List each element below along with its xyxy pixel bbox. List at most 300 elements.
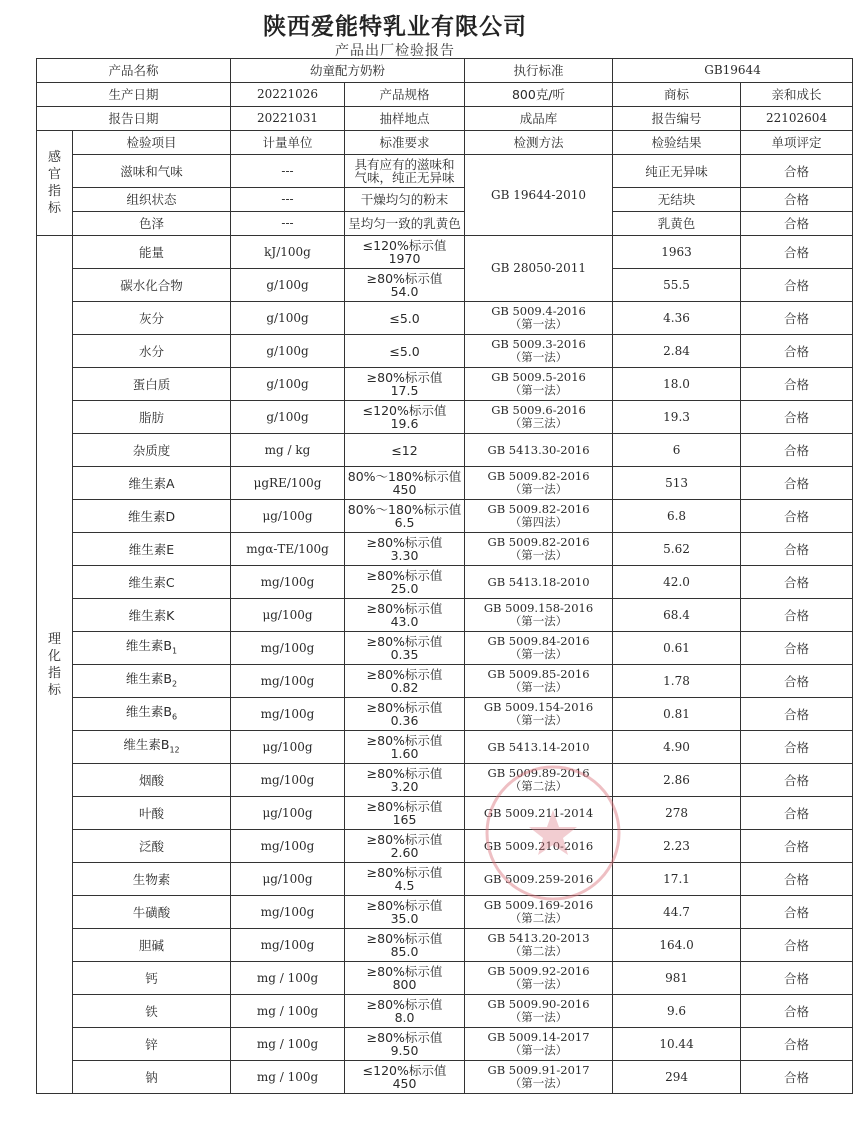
requirement-cell	[345, 368, 465, 401]
item-name: 泛酸	[73, 830, 231, 863]
requirement-line: ≥80%标示值	[366, 997, 443, 1012]
unit-cell: mg / 100g	[231, 1061, 345, 1094]
brand-value: 亲和成长	[741, 83, 853, 107]
sensory-method: GB 19644-2010	[465, 155, 613, 236]
requirement-cell	[345, 302, 465, 335]
physchem-row	[37, 731, 853, 764]
method-line: GB 5009.6-2016	[491, 403, 586, 417]
requirement-line: ≥80%标示值	[366, 535, 443, 550]
verdict-cell: 合格	[741, 599, 853, 632]
requirement-cell	[345, 401, 465, 434]
result-cell: 2.86	[613, 764, 741, 797]
physchem-row	[37, 302, 853, 335]
requirement-value: 450	[392, 1076, 417, 1091]
requirement-value: 3.20	[390, 779, 419, 794]
result-cell: 2.84	[613, 335, 741, 368]
sensory-requirement: 呈均匀一致的乳黄色	[345, 212, 465, 236]
requirement-cell	[345, 434, 465, 467]
unit-cell: g/100g	[231, 269, 345, 302]
physchem-row	[37, 1028, 853, 1061]
requirement-cell	[345, 764, 465, 797]
verdict-cell: 合格	[741, 236, 853, 269]
verdict-cell: 合格	[741, 632, 853, 665]
physchem-row	[37, 665, 853, 698]
requirement-line: ≥80%标示值	[366, 370, 443, 385]
sensory-unit: ---	[231, 212, 345, 236]
verdict-cell: 合格	[741, 863, 853, 896]
item-name: 锌	[73, 1028, 231, 1061]
col-unit-header: 计量单位	[231, 131, 345, 155]
sensory-result: 乳黄色	[613, 212, 741, 236]
method-sub: （第三法）	[509, 416, 568, 430]
method-cell	[465, 566, 613, 599]
item-name: 维生素A	[73, 467, 231, 500]
unit-cell: g/100g	[231, 335, 345, 368]
result-cell: 294	[613, 1061, 741, 1094]
result-cell: 44.7	[613, 896, 741, 929]
inspection-table	[36, 58, 853, 1094]
requirement-line: ≥80%标示值	[366, 568, 443, 583]
physchem-row	[37, 401, 853, 434]
requirement-cell	[345, 269, 465, 302]
method-sub: （第一法）	[509, 680, 568, 694]
requirement-line: 80%～180%标示值	[347, 469, 462, 484]
item-name: 维生素$B_6$	[73, 698, 231, 731]
requirement-value: 9.50	[390, 1043, 419, 1058]
method-sub: （第一法）	[509, 548, 568, 562]
sensory-requirement: 干燥均匀的粉末	[345, 188, 465, 212]
verdict-cell: 合格	[741, 368, 853, 401]
verdict-cell: 合格	[741, 764, 853, 797]
item-name: 维生素E	[73, 533, 231, 566]
requirement-value: 3.30	[390, 548, 419, 563]
physchem-row	[37, 1061, 853, 1094]
verdict-cell: 合格	[741, 566, 853, 599]
method-cell	[465, 929, 613, 962]
result-cell: 1.78	[613, 665, 741, 698]
spec-label: 产品规格	[345, 83, 465, 107]
method-cell	[465, 731, 613, 764]
method-cell	[465, 962, 613, 995]
item-name: 维生素$B_1$	[73, 632, 231, 665]
result-cell: 55.5	[613, 269, 741, 302]
requirement-line: ≤12	[391, 442, 418, 458]
sensory-result: 纯正无异味	[613, 155, 741, 188]
verdict-cell: 合格	[741, 731, 853, 764]
requirement-value: 2.60	[390, 845, 419, 860]
method-sub: （第一法）	[509, 647, 568, 661]
sensory-item: 滋味和气味	[73, 155, 231, 188]
method-cell: GB 28050-2011	[465, 236, 613, 302]
method-line: GB 5413.14-2010	[487, 739, 590, 754]
method-cell	[465, 1061, 613, 1094]
verdict-cell: 合格	[741, 665, 853, 698]
result-cell: 18.0	[613, 368, 741, 401]
result-cell: 5.62	[613, 533, 741, 566]
requirement-cell	[345, 797, 465, 830]
unit-cell: mg/100g	[231, 929, 345, 962]
info-row-3	[37, 107, 853, 131]
production-date-label: 生产日期	[37, 83, 231, 107]
physchem-row	[37, 269, 853, 302]
method-line: GB 5413.30-2016	[487, 442, 590, 457]
method-line: GB 5009.82-2016	[487, 469, 590, 483]
method-line: GB 5009.14-2017	[487, 1030, 590, 1044]
requirement-line: ≥80%标示值	[366, 931, 443, 946]
method-sub: （第一法）	[509, 350, 568, 364]
verdict-cell: 合格	[741, 401, 853, 434]
item-name: 胆碱	[73, 929, 231, 962]
physchem-row	[37, 599, 853, 632]
method-line: GB 5009.169-2016	[483, 898, 594, 912]
result-cell: 513	[613, 467, 741, 500]
item-name: 维生素$B_{12}$	[73, 731, 231, 764]
method-sub: （第一法）	[509, 713, 568, 727]
physchem-row	[37, 995, 853, 1028]
unit-cell: mg / 100g	[231, 995, 345, 1028]
method-sub: （第一法）	[509, 482, 568, 496]
unit-cell: μg/100g	[231, 599, 345, 632]
method-cell	[465, 1028, 613, 1061]
physchem-group-label: 理化指标	[37, 236, 73, 1094]
verdict-cell: 合格	[741, 269, 853, 302]
item-name: 钙	[73, 962, 231, 995]
requirement-cell	[345, 929, 465, 962]
column-header-row	[37, 131, 853, 155]
unit-cell: g/100g	[231, 401, 345, 434]
requirement-value: 4.5	[394, 878, 415, 893]
method-line: GB 5009.3-2016	[491, 337, 586, 351]
method-cell	[465, 533, 613, 566]
item-name: 脂肪	[73, 401, 231, 434]
requirement-value: 0.82	[390, 680, 419, 695]
method-sub: （第二法）	[509, 944, 568, 958]
requirement-line: ≤120%标示值	[362, 1063, 447, 1078]
production-date-value: 20221026	[231, 83, 345, 107]
method-sub: （第一法）	[509, 1043, 568, 1057]
method-line: GB 5009.154-2016	[483, 700, 594, 714]
report-date-label: 报告日期	[37, 107, 231, 131]
unit-cell: mg / 100g	[231, 962, 345, 995]
item-name: 烟酸	[73, 764, 231, 797]
result-cell: 19.3	[613, 401, 741, 434]
result-cell: 4.36	[613, 302, 741, 335]
requirement-line: ≥80%标示值	[366, 271, 443, 286]
unit-cell: mg/100g	[231, 698, 345, 731]
result-cell: 4.90	[613, 731, 741, 764]
method-line: GB 5009.92-2016	[487, 964, 590, 978]
col-method-header: 检测方法	[465, 131, 613, 155]
requirement-cell	[345, 566, 465, 599]
report-no-label: 报告编号	[613, 107, 741, 131]
method-sub: （第一法）	[509, 1076, 568, 1090]
item-name: 维生素D	[73, 500, 231, 533]
method-cell	[465, 632, 613, 665]
method-sub: （第二法）	[509, 911, 568, 925]
physchem-row	[37, 566, 853, 599]
sensory-verdict: 合格	[741, 155, 853, 188]
result-cell: 68.4	[613, 599, 741, 632]
sensory-row	[37, 212, 853, 236]
requirement-line: ≥80%标示值	[366, 766, 443, 781]
method-cell	[465, 500, 613, 533]
method-sub: （第一法）	[509, 614, 568, 628]
item-name: 生物素	[73, 863, 231, 896]
method-cell	[465, 368, 613, 401]
requirement-value: 17.5	[390, 383, 419, 398]
requirement-cell	[345, 896, 465, 929]
requirement-line: ≥80%标示值	[366, 964, 443, 979]
verdict-cell: 合格	[741, 962, 853, 995]
verdict-cell: 合格	[741, 467, 853, 500]
result-cell: 10.44	[613, 1028, 741, 1061]
requirement-value: 85.0	[390, 944, 419, 959]
method-sub: （第一法）	[509, 317, 568, 331]
method-cell	[465, 863, 613, 896]
unit-cell: μg/100g	[231, 863, 345, 896]
item-name: 杂质度	[73, 434, 231, 467]
method-cell	[465, 599, 613, 632]
physchem-row	[37, 467, 853, 500]
verdict-cell: 合格	[741, 830, 853, 863]
result-cell: 164.0	[613, 929, 741, 962]
requirement-value: 0.36	[390, 713, 419, 728]
unit-cell: mg/100g	[231, 764, 345, 797]
method-cell	[465, 698, 613, 731]
requirement-line: ≥80%标示值	[366, 700, 443, 715]
requirement-value: 8.0	[394, 1010, 415, 1025]
requirement-value: 1.60	[390, 746, 419, 761]
unit-cell: mg/100g	[231, 896, 345, 929]
requirement-value: 35.0	[390, 911, 419, 926]
physchem-row	[37, 830, 853, 863]
sensory-verdict: 合格	[741, 212, 853, 236]
unit-cell: mg/100g	[231, 665, 345, 698]
requirement-value: 800	[392, 977, 417, 992]
company-name: 陕西爱能特乳业有限公司	[263, 14, 527, 40]
requirement-cell	[345, 533, 465, 566]
item-name: 铁	[73, 995, 231, 1028]
physchem-row	[37, 632, 853, 665]
item-name: 灰分	[73, 302, 231, 335]
unit-cell: mg / kg	[231, 434, 345, 467]
requirement-value: 1970	[388, 251, 421, 266]
sensory-verdict: 合格	[741, 188, 853, 212]
requirement-line: ≤5.0	[389, 343, 420, 359]
requirement-cell	[345, 335, 465, 368]
result-cell: 0.61	[613, 632, 741, 665]
report-title: 产品出厂检验报告	[335, 43, 455, 59]
sensory-item: 色泽	[73, 212, 231, 236]
physchem-row	[37, 500, 853, 533]
physchem-row	[37, 236, 853, 269]
requirement-line: ≥80%标示值	[366, 898, 443, 913]
physchem-row	[37, 962, 853, 995]
item-name: 钠	[73, 1061, 231, 1094]
result-cell: 1963	[613, 236, 741, 269]
item-name: 维生素$B_2$	[73, 665, 231, 698]
result-cell: 42.0	[613, 566, 741, 599]
requirement-line: ≤120%标示值	[362, 238, 447, 253]
method-sub: （第一法）	[509, 1010, 568, 1024]
method-line: GB 5009.85-2016	[487, 667, 590, 681]
result-cell: 0.81	[613, 698, 741, 731]
method-line: GB 5009.5-2016	[491, 370, 586, 384]
method-line: GB 5009.259-2016	[483, 871, 594, 886]
method-line: GB 5009.210-2016	[483, 838, 594, 853]
spec-value: 800克/听	[465, 83, 613, 107]
item-name: 牛磺酸	[73, 896, 231, 929]
unit-cell: mg/100g	[231, 830, 345, 863]
method-line: GB 5009.4-2016	[491, 304, 586, 318]
method-cell	[465, 896, 613, 929]
physchem-row	[37, 797, 853, 830]
info-row-2	[37, 83, 853, 107]
physchem-row	[37, 368, 853, 401]
method-cell	[465, 434, 613, 467]
requirement-line: ≥80%标示值	[366, 601, 443, 616]
method-cell	[465, 335, 613, 368]
result-cell: 17.1	[613, 863, 741, 896]
unit-cell: mg / 100g	[231, 1028, 345, 1061]
method-cell	[465, 797, 613, 830]
requirement-cell	[345, 830, 465, 863]
item-name: 碳水化合物	[73, 269, 231, 302]
report-no-value: 22102604	[741, 107, 853, 131]
physchem-row	[37, 533, 853, 566]
requirement-value: 43.0	[390, 614, 419, 629]
requirement-value: 54.0	[390, 284, 419, 299]
sensory-row	[37, 188, 853, 212]
method-cell	[465, 302, 613, 335]
requirement-cell	[345, 500, 465, 533]
product-name-value: 幼童配方奶粉	[231, 59, 465, 83]
item-name: 能量	[73, 236, 231, 269]
verdict-cell: 合格	[741, 302, 853, 335]
requirement-cell	[345, 632, 465, 665]
unit-cell: g/100g	[231, 302, 345, 335]
requirement-line: ≥80%标示值	[366, 733, 443, 748]
result-cell: 6	[613, 434, 741, 467]
report-date-value: 20221031	[231, 107, 345, 131]
result-cell: 981	[613, 962, 741, 995]
requirement-cell	[345, 1028, 465, 1061]
requirement-cell	[345, 467, 465, 500]
item-name: 叶酸	[73, 797, 231, 830]
unit-cell: μg/100g	[231, 797, 345, 830]
result-cell: 2.23	[613, 830, 741, 863]
method-cell	[465, 995, 613, 1028]
method-sub: （第一法）	[509, 977, 568, 991]
requirement-line: ≤5.0	[389, 310, 420, 326]
requirement-cell	[345, 863, 465, 896]
method-sub: （第二法）	[509, 779, 568, 793]
requirement-cell	[345, 698, 465, 731]
unit-cell: kJ/100g	[231, 236, 345, 269]
method-cell	[465, 764, 613, 797]
sensory-row	[37, 155, 853, 188]
method-sub: （第四法）	[509, 515, 568, 529]
method-line: GB 5009.82-2016	[487, 502, 590, 516]
method-cell	[465, 467, 613, 500]
verdict-cell: 合格	[741, 335, 853, 368]
method-sub: （第一法）	[509, 383, 568, 397]
requirement-line: ≥80%标示值	[366, 865, 443, 880]
method-line: GB 5413.20-2013	[487, 931, 590, 945]
physchem-row	[37, 335, 853, 368]
sensory-group-label: 感官指标	[37, 131, 73, 236]
method-line: GB 5009.91-2017	[487, 1063, 590, 1077]
sensory-item: 组织状态	[73, 188, 231, 212]
verdict-cell: 合格	[741, 434, 853, 467]
requirement-line: ≥80%标示值	[366, 799, 443, 814]
method-cell	[465, 830, 613, 863]
method-line: GB 5009.90-2016	[487, 997, 590, 1011]
product-name-label: 产品名称	[37, 59, 231, 83]
verdict-cell: 合格	[741, 1028, 853, 1061]
col-item-header: 检验项目	[73, 131, 231, 155]
requirement-line: ≥80%标示值	[366, 1030, 443, 1045]
item-name: 水分	[73, 335, 231, 368]
method-line: GB 5009.84-2016	[487, 634, 590, 648]
requirement-cell	[345, 1061, 465, 1094]
verdict-cell: 合格	[741, 896, 853, 929]
result-cell: 9.6	[613, 995, 741, 1028]
requirement-cell	[345, 665, 465, 698]
verdict-cell: 合格	[741, 533, 853, 566]
requirement-value: 19.6	[390, 416, 419, 431]
verdict-cell: 合格	[741, 797, 853, 830]
requirement-cell	[345, 995, 465, 1028]
requirement-cell	[345, 236, 465, 269]
requirement-cell	[345, 962, 465, 995]
standard-label: 执行标准	[465, 59, 613, 83]
sensory-unit: ---	[231, 188, 345, 212]
physchem-row	[37, 698, 853, 731]
requirement-value: 165	[392, 812, 417, 827]
requirement-line: ≥80%标示值	[366, 832, 443, 847]
verdict-cell: 合格	[741, 995, 853, 1028]
requirement-line: 80%～180%标示值	[347, 502, 462, 517]
standard-value: GB19644	[613, 59, 853, 83]
physchem-row	[37, 434, 853, 467]
requirement-line: ≥80%标示值	[366, 667, 443, 682]
sensory-result: 无结块	[613, 188, 741, 212]
item-name: 维生素K	[73, 599, 231, 632]
method-cell	[465, 401, 613, 434]
method-line: GB 5009.211-2014	[483, 805, 594, 820]
unit-cell: μg/100g	[231, 731, 345, 764]
verdict-cell: 合格	[741, 1061, 853, 1094]
unit-cell: g/100g	[231, 368, 345, 401]
item-name: 维生素C	[73, 566, 231, 599]
verdict-cell: 合格	[741, 500, 853, 533]
unit-cell: mgα-TE/100g	[231, 533, 345, 566]
col-requirement-header: 标准要求	[345, 131, 465, 155]
physchem-row	[37, 929, 853, 962]
verdict-cell: 合格	[741, 698, 853, 731]
method-cell	[465, 665, 613, 698]
sampling-value: 成品库	[465, 107, 613, 131]
item-name: 蛋白质	[73, 368, 231, 401]
sensory-unit: ---	[231, 155, 345, 188]
brand-label: 商标	[613, 83, 741, 107]
requirement-cell	[345, 731, 465, 764]
requirement-value: 0.35	[390, 647, 419, 662]
requirement-cell	[345, 599, 465, 632]
col-result-header: 检验结果	[613, 131, 741, 155]
physchem-row	[37, 764, 853, 797]
